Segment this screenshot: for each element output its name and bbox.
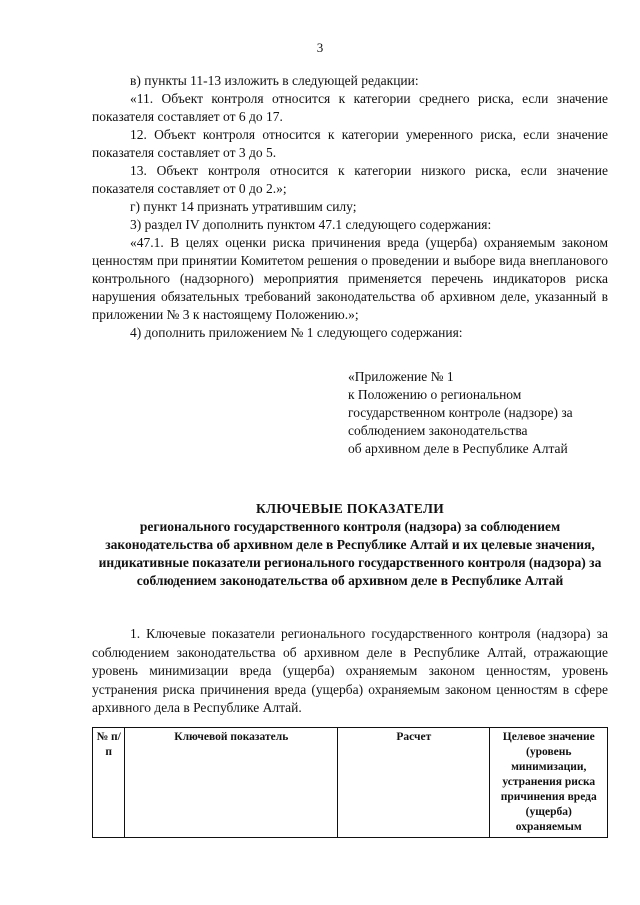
title-subtitle: регионального государственного контроля (надзора) за соблюдением законодательства об архивном деле в Республике Алтай и их целевые значения, индикативные показатели регионального государственного контроля (надзора) за соблюдением законодательства об архивном деле в Республике Алтай [98, 519, 602, 588]
appendix-line: «Приложение № 1 [348, 369, 454, 384]
appendix-line: государственном контроле (надзоре) за [348, 405, 573, 420]
appendix-line: об архивном деле в Республике Алтай [348, 441, 568, 456]
title-main: КЛЮЧЕВЫЕ ПОКАЗАТЕЛИ [255, 501, 445, 516]
table-header-cell: № п/п [93, 728, 125, 838]
document-title [92, 500, 608, 590]
amendment-item: г) пункт 14 признать утратившим силу; [130, 199, 357, 214]
amendment-item: 3) раздел IV дополнить пунктом 47.1 следующего содержания: [130, 217, 492, 232]
table-header-cell: Ключевой показатель [125, 728, 338, 838]
appendix-header [348, 368, 618, 458]
appendix-line: к Положению о региональном [348, 387, 522, 402]
amendment-item: 12. Объект контроля относится к категории умеренного риска, если значение показателя составляет от 3 до 5. [92, 127, 608, 160]
amendment-item: 4) дополнить приложением № 1 следующего содержания: [130, 325, 463, 340]
table-header-row [93, 728, 608, 838]
section-1-paragraph: 1. Ключевые показатели регионального государственного контроля (надзора) за соблюдением законодательства об архивном деле в Республике Алтай, отражающие уровень минимизации вреда (ущерба) охраняемым законом ценностям, уровень устранения риска причинения вреда (ущерба) охраняемым законом ценностям в сфере архивного дела в Республике Алтай. [92, 626, 608, 715]
amendments-text [92, 72, 608, 342]
amendment-item: 13. Объект контроля относится к категории низкого риска, если значение показателя составляет от 0 до 2.»; [92, 163, 608, 196]
key-indicators-table [92, 727, 608, 838]
amendment-item: в) пункты 11-13 изложить в следующей редакции: [130, 73, 419, 88]
table-header-cell: Целевое значение (уровень минимизации, устранения риска причинения вреда (ущерба) охраняемым [490, 728, 608, 838]
table-header-cell: Расчет [338, 728, 490, 838]
amendment-item: «11. Объект контроля относится к категории среднего риска, если значение показателя составляет от 6 до 17. [92, 91, 608, 124]
amendment-item: «47.1. В целях оценки риска причинения вреда (ущерба) охраняемым законом ценностям при принятии Комитетом решения о проведении и выборе вида внепланового контрольного (надзорного) мероприятия применяется перечень индикаторов риска нарушения обязательных требований законодательства об архивном деле, указанный в приложении № 3 к настоящему Положению.»; [92, 235, 608, 322]
appendix-line: соблюдением законодательства [348, 423, 528, 438]
page-number: 3 [316, 40, 324, 55]
